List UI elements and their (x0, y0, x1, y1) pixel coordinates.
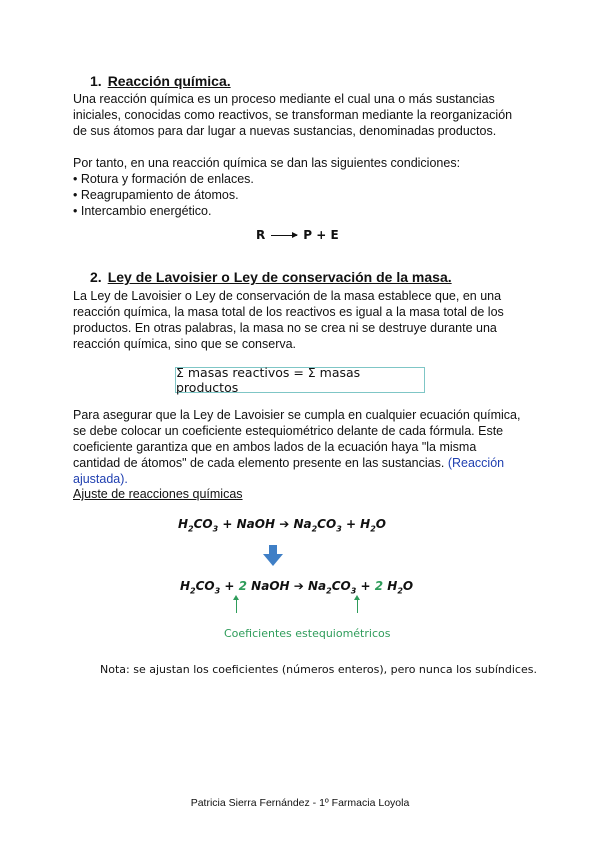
adjust-title: Ajuste de reacciones químicas (73, 487, 243, 501)
balanced-reaction-note: (Reacción ajustada). (73, 456, 505, 486)
section2-paragraph2 (73, 407, 523, 487)
page-footer: Patricia Sierra Fernández - 1º Farmacia Loyola (190, 797, 410, 809)
section2-title: Ley de Lavoisier o Ley de conservación de la masa. (107, 269, 452, 285)
section1-intro (73, 155, 523, 171)
condition-item: • Intercambio energético. (73, 203, 254, 219)
up-arrow-icon (236, 599, 237, 613)
section2-paragraph-text: La Ley de Lavoisier o Ley de conservación de la masa establece que, en una reacción química, la masa total de los reactivos es igual a la masa total de los productos. En otras palabras, la masa no se crea ni se destruye durante una reacción química, sino que se conserva. (73, 289, 504, 351)
formula-text: Σ masas reactivos = Σ masas productos (176, 365, 361, 395)
unbalanced-equation: $H_2CO_3$ + NaOH ➔ $Na_2CO_3 + H_2O$ (178, 517, 386, 534)
section1-heading (90, 73, 231, 89)
adjust-note: Nota: se ajustan los coeficientes (números enteros), pero nunca los subíndices. (100, 663, 537, 676)
section1-number: 1. (90, 73, 102, 89)
down-arrow-icon (262, 545, 284, 567)
condition-item: • Rotura y formación de enlaces. (73, 171, 254, 187)
up-arrow-icon (357, 599, 358, 613)
section1-intro-text: Por tanto, en una reacción química se dan las siguientes condiciones: (73, 156, 461, 170)
coefficient-water: 2 (374, 579, 384, 593)
coefficients-label: Coeficientes estequiométricos (224, 627, 391, 640)
section2-heading (90, 269, 452, 285)
conditions-list (73, 171, 254, 219)
balanced-equation: $H_2CO_3 + 2$ NaOH ➔ $Na_2CO_3 + 2$ $H_2O$ (180, 579, 414, 596)
scheme-products: P + E (303, 228, 339, 242)
section1-paragraph (73, 91, 523, 139)
right-arrow-icon (271, 235, 297, 236)
section2-paragraph2-text: Para asegurar que la Ley de Lavoisier se cumpla en cualquier ecuación química, se debe colocar un coeficiente estequiométrico delante de cada fórmula. Este coeficiente garantiza que en ambos lados de la ecuación haya "la misma cantidad de átomos" de cada elemento presente en las sustancias. (73, 408, 521, 470)
scheme-reactant: R (256, 228, 266, 242)
section2-number: 2. (90, 269, 102, 285)
coefficient-naoh: 2 (238, 579, 247, 593)
section1-title: Reacción química. (107, 73, 231, 89)
section1-paragraph-text: Una reacción química es un proceso mediante el cual una o más sustancias iniciales, conocidas como reactivos, se transforman mediante la reorganización de sus átomos para dar lugar a nuevas sustancias, denominadas productos. (73, 92, 513, 138)
condition-item: • Reagrupamiento de átomos. (73, 187, 254, 203)
reaction-scheme (256, 228, 339, 242)
mass-conservation-formula (175, 367, 425, 393)
section2-paragraph (73, 288, 523, 352)
